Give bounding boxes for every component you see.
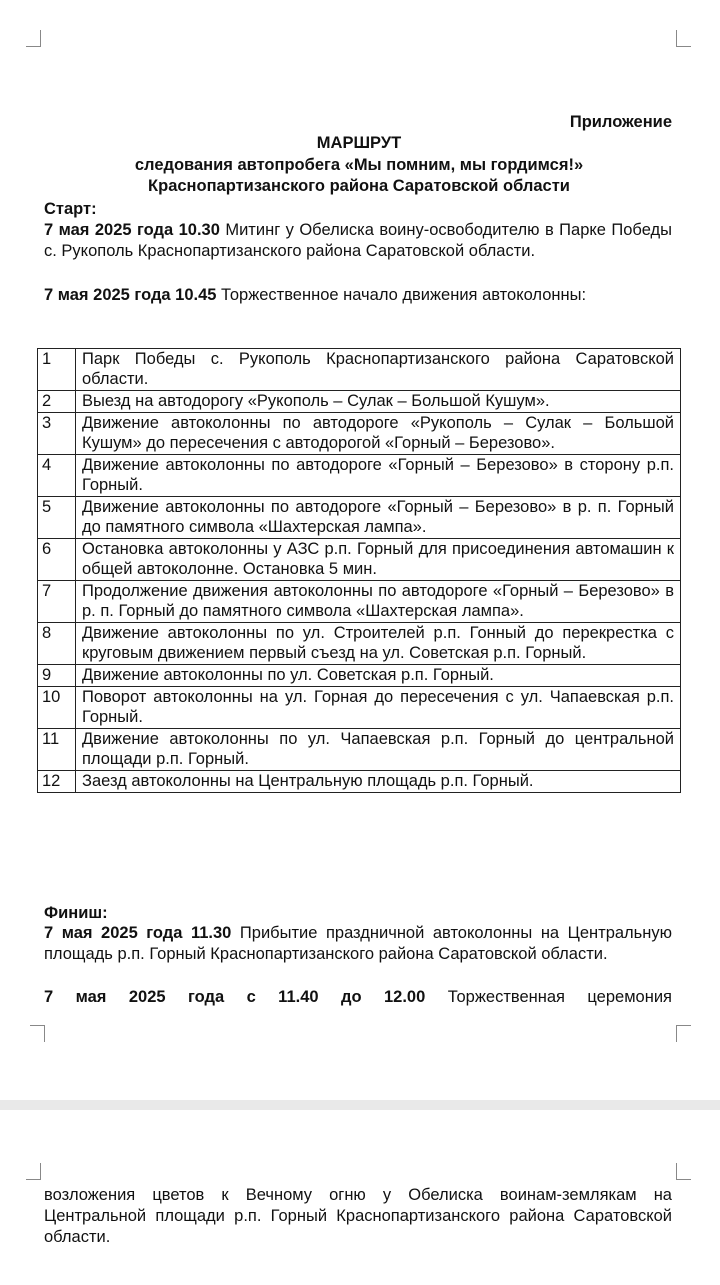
page-corner-mark — [676, 30, 691, 47]
page-corner-mark — [26, 30, 41, 47]
route-row — [38, 349, 681, 391]
route-step-description: Движение автоколонны по ул. Советская р.п. Горный. — [76, 665, 681, 687]
finish-label: Финиш: — [44, 904, 108, 922]
finish-paragraph-1 — [44, 923, 672, 965]
document-subtitle-region: Краснопартизанского района Саратовской области — [148, 177, 570, 195]
route-row — [38, 729, 681, 771]
route-row — [38, 581, 681, 623]
finish-time-1: 7 мая 2025 года 11.30 — [44, 924, 232, 942]
route-row — [38, 665, 681, 687]
route-step-description: Движение автоколонны по ул. Строителей р.п. Гонный до перекрестка с круговым движением первый съезд на ул. Советская р.п. Горный. — [76, 623, 681, 665]
start-paragraph-2 — [44, 285, 672, 306]
route-step-number: 12 — [38, 771, 76, 793]
start-time-2: 7 мая 2025 года 10.45 — [44, 286, 217, 304]
route-row — [38, 539, 681, 581]
route-step-number: 9 — [38, 665, 76, 687]
route-table — [37, 348, 681, 793]
finish-text-2: Торжественная церемония — [425, 988, 672, 1006]
route-step-description: Парк Победы с. Рукополь Краснопартизанского района Саратовской области. — [76, 349, 681, 391]
page-corner-mark — [30, 1025, 45, 1042]
route-row — [38, 497, 681, 539]
start-label: Старт: — [44, 200, 97, 218]
start-text-2: Торжественное начало движения автоколонны: — [216, 286, 587, 304]
document-title: МАРШРУТ — [316, 134, 402, 152]
route-row — [38, 391, 681, 413]
route-step-number: 7 — [38, 581, 76, 623]
finish-text-1: Прибытие праздничной автоколонны на Центральную площадь р.п. Горный Краснопартизанского района Саратовской области. — [44, 924, 673, 963]
continuation-paragraph: возложения цветов к Вечному огню у Обелиска воинам-землякам на Центральной площади р.п. Горный Краснопартизанского района Саратовской области. — [44, 1186, 672, 1246]
route-step-description: Заезд автоколонны на Центральную площадь р.п. Горный. — [76, 771, 681, 793]
finish-time-2: 7 мая 2025 года с 11.40 до 12.00 — [44, 988, 426, 1006]
route-step-number: 11 — [38, 729, 76, 771]
route-step-description: Поворот автоколонны на ул. Горная до пересечения с ул. Чапаевская р.п. Горный. — [76, 687, 681, 729]
route-step-number: 8 — [38, 623, 76, 665]
start-text-1: Митинг у Обелиска воину-освободителю в Парке Победы с. Рукополь Краснопартизанского района Саратовской области. — [44, 221, 672, 260]
document-subtitle: следования автопробега «Мы помним, мы гордимся!» — [134, 156, 584, 174]
route-step-description: Продолжение движения автоколонны по автодороге «Горный – Березово» в р. п. Горный до памятного символа «Шахтерская лампа». — [76, 581, 681, 623]
document-page-2 — [0, 1110, 720, 1285]
route-step-description: Движение автоколонны по автодороге «Рукополь – Сулак – Большой Кушум» до пересечения с автодорогой «Горный – Березово». — [76, 413, 681, 455]
route-step-number: 3 — [38, 413, 76, 455]
route-row — [38, 687, 681, 729]
route-step-number: 2 — [38, 391, 76, 413]
start-time-1: 7 мая 2025 года 10.30 — [44, 221, 220, 239]
route-step-description: Движение автоколонны по автодороге «Горный – Березово» в сторону р.п. Горный. — [76, 455, 681, 497]
page-corner-mark — [26, 1163, 41, 1180]
page-corner-mark — [676, 1163, 691, 1180]
route-step-description: Движение автоколонны по автодороге «Горный – Березово» в р. п. Горный до памятного символа «Шахтерская лампа». — [76, 497, 681, 539]
page-separator — [0, 1100, 720, 1110]
route-row — [38, 771, 681, 793]
start-paragraph-1 — [44, 220, 672, 262]
route-row — [38, 413, 681, 455]
route-step-number: 10 — [38, 687, 76, 729]
route-step-number: 4 — [38, 455, 76, 497]
finish-paragraph-2 — [44, 987, 672, 1008]
route-step-description: Остановка автоколонны у АЗС р.п. Горный для присоединения автомашин к общей автоколонне. Остановка 5 мин. — [76, 539, 681, 581]
appendix-label: Приложение — [569, 113, 672, 131]
route-step-description: Выезд на автодорогу «Рукополь – Сулак – Большой Кушум». — [76, 391, 681, 413]
route-step-description: Движение автоколонны по ул. Чапаевская р.п. Горный до центральной площади р.п. Горный. — [76, 729, 681, 771]
page-corner-mark — [676, 1025, 691, 1042]
route-step-number: 1 — [38, 349, 76, 391]
route-step-number: 6 — [38, 539, 76, 581]
route-row — [38, 623, 681, 665]
route-row — [38, 455, 681, 497]
route-step-number: 5 — [38, 497, 76, 539]
